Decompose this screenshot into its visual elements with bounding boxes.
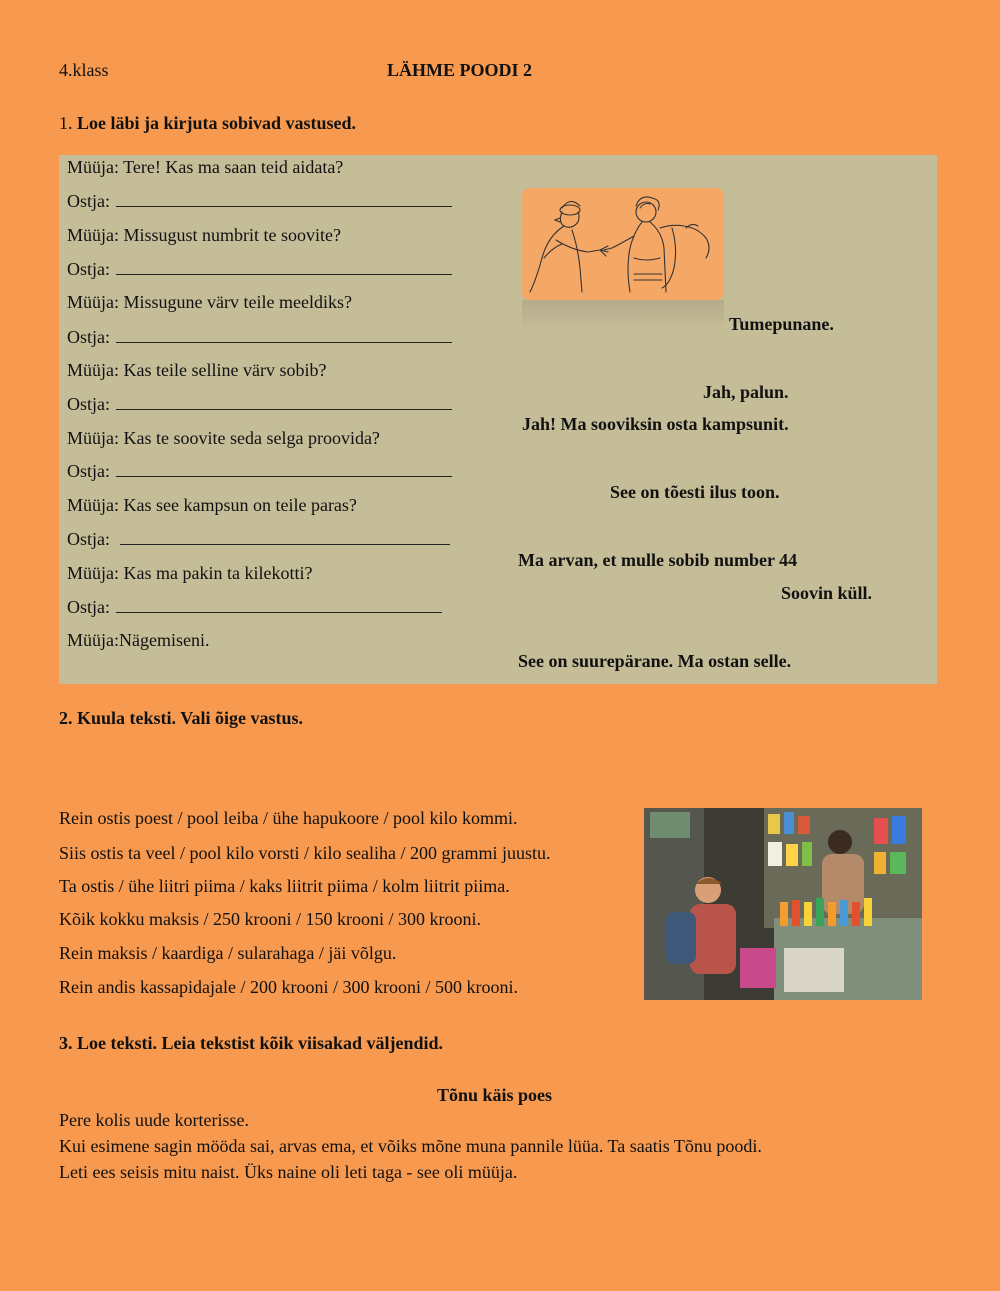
answer-option[interactable]: Jah! Ma sooviksin osta kampsunit. xyxy=(522,414,789,434)
shop-photo xyxy=(644,808,922,1000)
dialogue-line: Müüja: Tere! Kas ma saan teid aidata? xyxy=(67,157,344,177)
choice-sentence[interactable]: Siis ostis ta veel / pool kilo vorsti / kilo sealiha / 200 grammi juustu. xyxy=(59,843,551,863)
choice-sentence[interactable]: Rein andis kassapidajale / 200 krooni / 300 krooni / 500 krooni. xyxy=(59,977,518,997)
dialogue-line: Müüja:Nägemiseni. xyxy=(67,630,210,650)
dialogue-line: Müüja: Kas te soovite seda selga proovida? xyxy=(67,428,380,448)
dialogue-line: Müüja: Kas see kampsun on teile paras? xyxy=(67,495,357,515)
dialogue-box xyxy=(59,155,937,684)
answer-blank[interactable] xyxy=(116,395,452,410)
choice-sentence[interactable]: Rein maksis / kaardiga / sularahaga / jäi võlgu. xyxy=(59,943,397,963)
answer-option[interactable]: See on tõesti ilus toon. xyxy=(610,482,780,502)
buyer-line: Ostja: xyxy=(67,394,452,415)
cartoon-reflection xyxy=(522,300,724,330)
buyer-line: Ostja: xyxy=(67,461,452,482)
answer-blank[interactable] xyxy=(120,530,450,545)
choice-sentence[interactable]: Rein ostis poest / pool leiba / ühe hapukoore / pool kilo kommi. xyxy=(59,808,518,828)
choice-sentence[interactable]: Ta ostis / ühe liitri piima / kaks liitrit piima / kolm liitrit piima. xyxy=(59,876,510,896)
task1-number: 1. xyxy=(59,113,73,133)
choice-sentence[interactable]: Kõik kokku maksis / 250 krooni / 150 krooni / 300 krooni. xyxy=(59,909,481,929)
story-line: Kui esimene sagin mööda sai, arvas ema, et võiks mõne muna pannile lüüa. Ta saatis Tõnu poodi. xyxy=(59,1136,762,1156)
buyer-line: Ostja: xyxy=(67,597,442,618)
shopping-cartoon-image xyxy=(522,188,724,300)
answer-blank[interactable] xyxy=(116,598,442,613)
answer-option[interactable]: See on suurepärane. Ma ostan selle. xyxy=(518,651,792,671)
dialogue-line: Müüja: Missugune värv teile meeldiks? xyxy=(67,292,352,312)
buyer-line: Ostja: xyxy=(67,529,450,550)
answer-blank[interactable] xyxy=(116,260,452,275)
answer-blank[interactable] xyxy=(116,462,452,477)
answer-option[interactable]: Tumepunane. xyxy=(729,314,834,334)
worksheet-title: LÄHME POODI 2 xyxy=(387,60,533,80)
answer-option[interactable]: Soovin küll. xyxy=(781,583,873,603)
task1-heading xyxy=(59,113,356,134)
buyer-line: Ostja: xyxy=(67,259,452,280)
buyer-line: Ostja: xyxy=(67,191,452,212)
task3-instruction: 3. Loe teksti. Leia tekstist kõik viisakad väljendid. xyxy=(59,1033,444,1053)
shop-photo-illustration xyxy=(644,808,922,1000)
dialogue-line: Müüja: Kas ma pakin ta kilekotti? xyxy=(67,563,313,583)
task2-instruction: 2. Kuula teksti. Vali õige vastus. xyxy=(59,708,304,728)
answer-option[interactable]: Ma arvan, et mulle sobib number 44 xyxy=(518,550,798,570)
grade-label: 4.klass xyxy=(59,60,109,80)
dialogue-line: Müüja: Kas teile selline värv sobib? xyxy=(67,360,327,380)
dialogue-line: Müüja: Missugust numbrit te soovite? xyxy=(67,225,341,245)
answer-option[interactable]: Jah, palun. xyxy=(703,382,789,402)
story-line: Leti ees seisis mitu naist. Üks naine oli leti taga - see oli müüja. xyxy=(59,1162,518,1182)
cartoon-drawing xyxy=(522,188,724,300)
task1-instruction: Loe läbi ja kirjuta sobivad vastused. xyxy=(77,113,357,133)
answer-blank[interactable] xyxy=(116,328,452,343)
story-line: Pere kolis uude korterisse. xyxy=(59,1110,249,1130)
buyer-line: Ostja: xyxy=(67,327,452,348)
answer-blank[interactable] xyxy=(116,192,452,207)
story-title: Tõnu käis poes xyxy=(437,1085,553,1105)
